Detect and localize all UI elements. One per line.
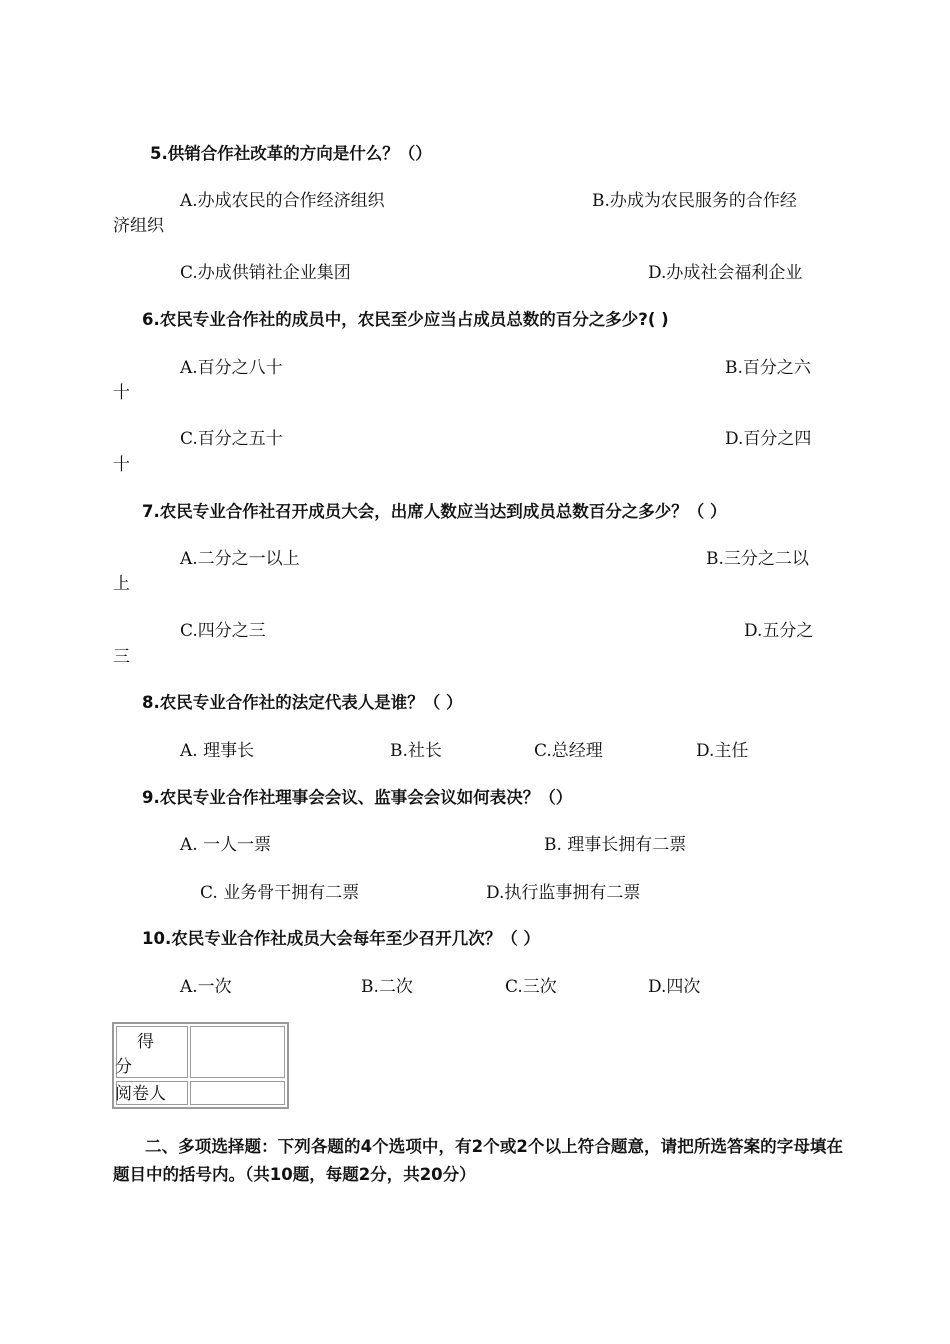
question-8-option-d: D.主任 — [696, 741, 749, 761]
score-label-line2: 分 — [115, 1057, 132, 1077]
question-7-option-d: D.五分之 — [744, 621, 814, 641]
score-value-cell[interactable] — [190, 1026, 285, 1078]
question-5-stem: 5.供销合作社改革的方向是什么？（） — [150, 144, 432, 163]
question-9-stem: 9.农民专业合作社理事会会议、监事会会议如何表决？（） — [142, 788, 573, 807]
question-8-option-a: A. 理事长 — [180, 741, 255, 761]
question-7-option-a: A.二分之一以上 — [180, 549, 300, 569]
question-6-option-b-wrap: 十 — [113, 383, 130, 403]
question-8-stem: 8.农民专业合作社的法定代表人是谁？（ ） — [142, 693, 463, 712]
question-7-stem: 7.农民专业合作社召开成员大会，出席人数应当达到成员总数百分之多少？（ ） — [142, 502, 727, 521]
question-9-option-d: D.执行监事拥有二票 — [486, 883, 641, 903]
score-label-cell — [116, 1026, 188, 1078]
question-5-option-a: A.办成农民的合作经济组织 — [180, 191, 385, 211]
grader-label-cell — [116, 1081, 188, 1105]
grader-value-cell[interactable] — [190, 1081, 285, 1105]
question-7-option-b: B.三分之二以 — [706, 549, 809, 569]
question-5-option-b-wrap: 济组织 — [113, 216, 164, 236]
question-8-option-b: B.社长 — [390, 741, 442, 761]
grader-label: 阅卷人 — [115, 1084, 166, 1104]
question-10-option-c: C.三次 — [505, 977, 557, 997]
question-6-option-d: D.百分之四 — [725, 429, 812, 449]
question-6-stem: 6.农民专业合作社的成员中，农民至少应当占成员总数的百分之多少?( ) — [142, 310, 669, 329]
question-6-option-d-wrap: 十 — [113, 455, 130, 475]
question-9-option-c: C. 业务骨干拥有二票 — [200, 883, 360, 903]
question-6-option-c: C.百分之五十 — [180, 429, 283, 449]
question-7-option-b-wrap: 上 — [113, 574, 130, 594]
question-8-option-c: C.总经理 — [534, 741, 603, 761]
question-5-option-b: B.办成为农民服务的合作经 — [592, 191, 797, 211]
question-7-option-d-wrap: 三 — [113, 647, 130, 667]
question-10-option-d: D.四次 — [648, 977, 701, 997]
score-label-line1: 得 — [137, 1032, 154, 1052]
question-9-option-a: A. 一人一票 — [180, 835, 272, 855]
question-5-option-c: C.办成供销社企业集团 — [180, 263, 351, 283]
question-9-option-b: B. 理事长拥有二票 — [544, 835, 687, 855]
question-5-option-d: D.办成社会福利企业 — [648, 263, 803, 283]
question-7-option-c: C.四分之三 — [180, 621, 266, 641]
question-6-option-b: B.百分之六 — [725, 358, 811, 378]
question-10-stem: 10.农民专业合作社成员大会每年至少召开几次？（ ） — [142, 929, 540, 948]
section-2-instructions: 二、多项选择题：下列各题的4个选项中，有2个或2个以上符合题意，请把所选答案的字母填在题目中的括号内。（共10题，每题2分，共20分） — [113, 1137, 843, 1184]
question-10-option-b: B.二次 — [361, 977, 413, 997]
question-6-option-a: A.百分之八十 — [180, 358, 283, 378]
question-10-option-a: A.一次 — [180, 977, 232, 997]
score-table — [112, 1022, 289, 1109]
